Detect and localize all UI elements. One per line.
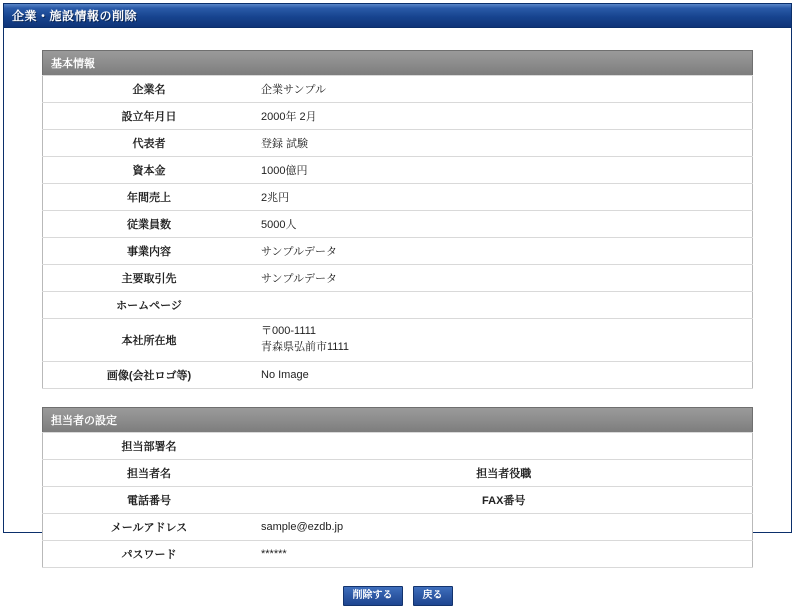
- table-row: [43, 361, 753, 388]
- table-row: [43, 459, 753, 486]
- head-office-postal-code: 〒000-1111: [261, 325, 317, 337]
- section-header-contact-settings: 担当者の設定: [42, 407, 753, 432]
- table-row: [43, 319, 753, 362]
- row-label-phone: 電話番号: [43, 486, 256, 513]
- row-value-main-clients: サンプルデータ: [255, 265, 753, 292]
- row-value-representative: 登録 試験: [255, 130, 753, 157]
- row-value-employees: 5000人: [255, 211, 753, 238]
- table-row: [43, 540, 753, 567]
- table-row: [43, 130, 753, 157]
- table-row: [43, 513, 753, 540]
- row-label-email: メールアドレス: [43, 513, 256, 540]
- table-row: [43, 238, 753, 265]
- row-label-capital: 資本金: [43, 157, 256, 184]
- row-value-contact-name: [255, 459, 421, 486]
- window-titlebar: [4, 4, 791, 28]
- row-label-contact-position: 担当者役職: [421, 459, 587, 486]
- row-label-contact-name: 担当者名: [43, 459, 256, 486]
- table-row: [43, 486, 753, 513]
- head-office-address: 青森県弘前市1111: [261, 340, 350, 353]
- row-label-password: パスワード: [43, 540, 256, 567]
- row-label-main-clients: 主要取引先: [43, 265, 256, 292]
- table-row: [43, 76, 753, 103]
- row-value-email: sample@ezdb.jp: [255, 513, 753, 540]
- row-label-representative: 代表者: [43, 130, 256, 157]
- button-bar: [42, 586, 753, 616]
- row-label-employees: 従業員数: [43, 211, 256, 238]
- table-row: [43, 184, 753, 211]
- section-basic-info: [42, 50, 753, 389]
- table-row: [43, 292, 753, 319]
- table-contact-settings: [42, 432, 753, 568]
- row-value-department: [255, 432, 753, 459]
- table-row: [43, 265, 753, 292]
- row-value-contact-position: [587, 459, 753, 486]
- row-label-logo-image: 画像(会社ロゴ等): [43, 361, 256, 388]
- row-value-founded-date: 2000年 2月: [255, 103, 753, 130]
- page-content: [4, 28, 791, 616]
- table-row: [43, 157, 753, 184]
- row-value-annual-sales: 2兆円: [255, 184, 753, 211]
- row-label-fax: FAX番号: [421, 486, 587, 513]
- row-label-homepage: ホームページ: [43, 292, 256, 319]
- row-value-business-content: サンプルデータ: [255, 238, 753, 265]
- row-value-homepage: [255, 292, 753, 319]
- row-value-password: ******: [255, 540, 753, 567]
- table-row: [43, 432, 753, 459]
- app-window: [3, 3, 792, 601]
- row-label-company-name: 企業名: [43, 76, 256, 103]
- row-value-phone: [255, 486, 421, 513]
- row-label-founded-date: 設立年月日: [43, 103, 256, 130]
- row-value-company-name: 企業サンプル: [255, 76, 753, 103]
- table-row: [43, 103, 753, 130]
- row-value-capital: 1000億円: [255, 157, 753, 184]
- row-label-department: 担当部署名: [43, 432, 256, 459]
- delete-button[interactable]: 削除する: [343, 586, 403, 606]
- table-basic-info: [42, 75, 753, 389]
- page-title: 企業・施設情報の削除: [12, 9, 138, 23]
- row-label-head-office: 本社所在地: [43, 319, 256, 362]
- row-label-annual-sales: 年間売上: [43, 184, 256, 211]
- table-row: [43, 211, 753, 238]
- row-value-fax: [587, 486, 753, 513]
- section-contact-settings: [42, 407, 753, 568]
- section-header-basic-info: 基本情報: [42, 50, 753, 75]
- row-value-head-office: [255, 319, 753, 362]
- row-label-business-content: 事業内容: [43, 238, 256, 265]
- row-value-logo-image: No Image: [255, 361, 753, 388]
- back-button[interactable]: 戻る: [413, 586, 453, 606]
